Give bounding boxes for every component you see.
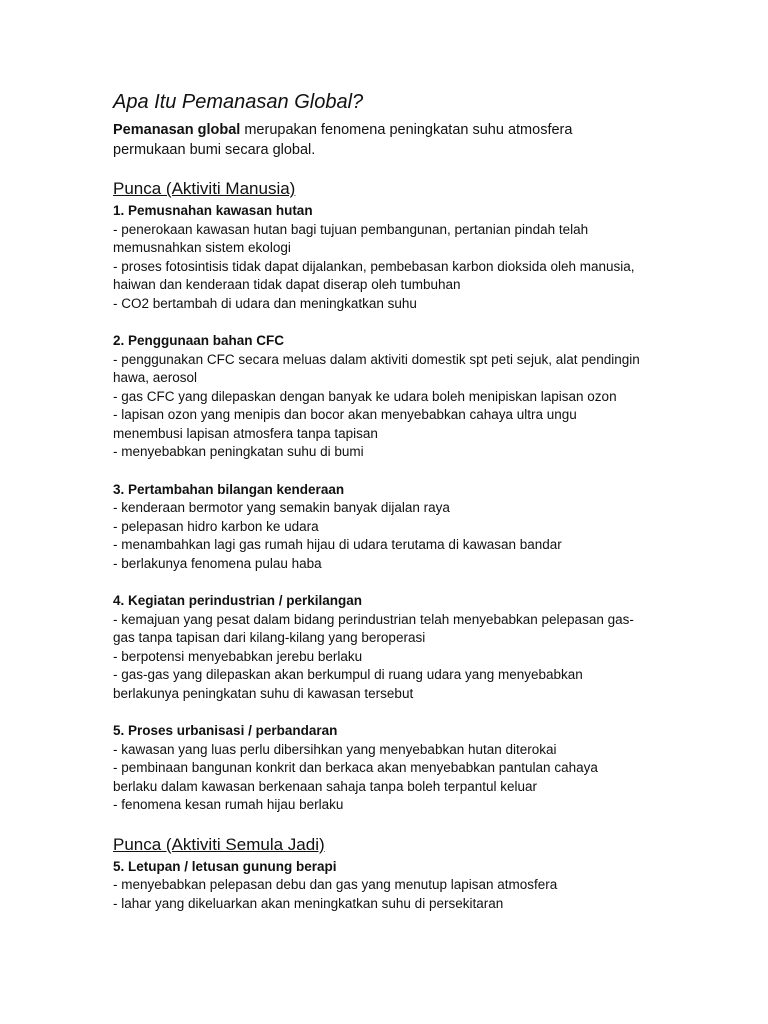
- section-line: - berlakunya fenomena pulau haba: [113, 555, 322, 571]
- section-deforestation: [113, 202, 672, 313]
- section-line: - pelepasan hidro karbon ke udara: [113, 518, 319, 534]
- document-title: Apa Itu Pemanasan Global?: [113, 91, 364, 113]
- section-line: berlaku dalam kawasan berkenaan sahaja tanpa boleh terpantul keluar: [113, 778, 538, 794]
- heading-human-causes: Punca (Aktiviti Manusia): [113, 179, 296, 198]
- section-line: - menyebabkan pelepasan debu dan gas yang menutup lapisan atmosfera: [113, 877, 558, 892]
- section-urbanisation: [113, 722, 672, 815]
- intro-text: merupakan fenomena peningkatan suhu atmosfera: [240, 122, 573, 138]
- intro-bold-term: Pemanasan global: [113, 122, 241, 138]
- section-line: - kawasan yang luas perlu dibersihkan yang menyebabkan hutan diterokai: [113, 741, 557, 757]
- section-line: - berpotensi menyebabkan jerebu berlaku: [113, 648, 363, 664]
- section-title: 4. Kegiatan perindustrian / perkilangan: [113, 593, 363, 608]
- section-line: menembusi lapisan atmosfera tanpa tapisan: [113, 425, 378, 441]
- section-line: - menambahkan lagi gas rumah hijau di udara terutama di kawasan bandar: [113, 537, 562, 552]
- section-line: berlakunya peningkatan suhu di kawasan tersebut: [113, 685, 414, 701]
- section-volcano: [113, 858, 672, 914]
- section-line: - penggunakan CFC secara meluas dalam aktiviti domestik spt peti sejuk, alat pendingin: [113, 351, 640, 367]
- intro-text-line2: permukaan bumi secara global.: [113, 142, 316, 158]
- section-line: - gas CFC yang dilepaskan dengan banyak ke udara boleh menipiskan lapisan ozon: [113, 388, 617, 404]
- section-title: 5. Proses urbanisasi / perbandaran: [113, 723, 338, 738]
- section-line: - kemajuan yang pesat dalam bidang perindustrian telah menyebabkan pelepasan gas-: [113, 611, 634, 627]
- section-industry: [113, 592, 672, 703]
- section-line: memusnahkan sistem ekologi: [113, 240, 291, 255]
- section-line: - lapisan ozon yang menipis dan bocor akan menyebabkan cahaya ultra ungu: [113, 407, 577, 422]
- section-line: - menyebabkan peningkatan suhu di bumi: [113, 444, 364, 459]
- section-line: haiwan dan kenderaan tidak dapat diserap oleh tumbuhan: [113, 277, 461, 292]
- section-title: 3. Pertambahan bilangan kenderaan: [113, 481, 345, 497]
- section-line: hawa, aerosol: [113, 370, 198, 385]
- section-line: - proses fotosintisis tidak dapat dijalankan, pembebasan karbon dioksida oleh manusia,: [113, 258, 635, 274]
- section-line: - penerokaan kawasan hutan bagi tujuan pembangunan, pertanian pindah telah: [113, 221, 589, 237]
- section-line: - CO2 bertambah di udara dan meningkatkan suhu: [113, 295, 417, 311]
- section-title: 1. Pemusnahan kawasan hutan: [113, 203, 313, 218]
- section-line: - kenderaan bermotor yang semakin banyak dijalan raya: [113, 500, 450, 515]
- section-cfc: [113, 332, 672, 462]
- section-vehicles: [113, 481, 672, 574]
- section-title: 5. Letupan / letusan gunung berapi: [113, 858, 337, 874]
- heading-natural-causes: Punca (Aktiviti Semula Jadi): [113, 834, 325, 854]
- intro-paragraph: [113, 120, 672, 160]
- section-line: gas tanpa tapisan dari kilang-kilang yang beroperasi: [113, 630, 426, 645]
- section-line: - pembinaan bangunan konkrit dan berkaca akan menyebabkan pantulan cahaya: [113, 760, 598, 775]
- section-line: - fenomena kesan rumah hijau berlaku: [113, 797, 344, 812]
- section-title: 2. Penggunaan bahan CFC: [113, 333, 285, 348]
- section-line: - lahar yang dikeluarkan akan meningkatkan suhu di persekitaran: [113, 895, 504, 911]
- section-line: - gas-gas yang dilepaskan akan berkumpul di ruang udara yang menyebabkan: [113, 667, 583, 682]
